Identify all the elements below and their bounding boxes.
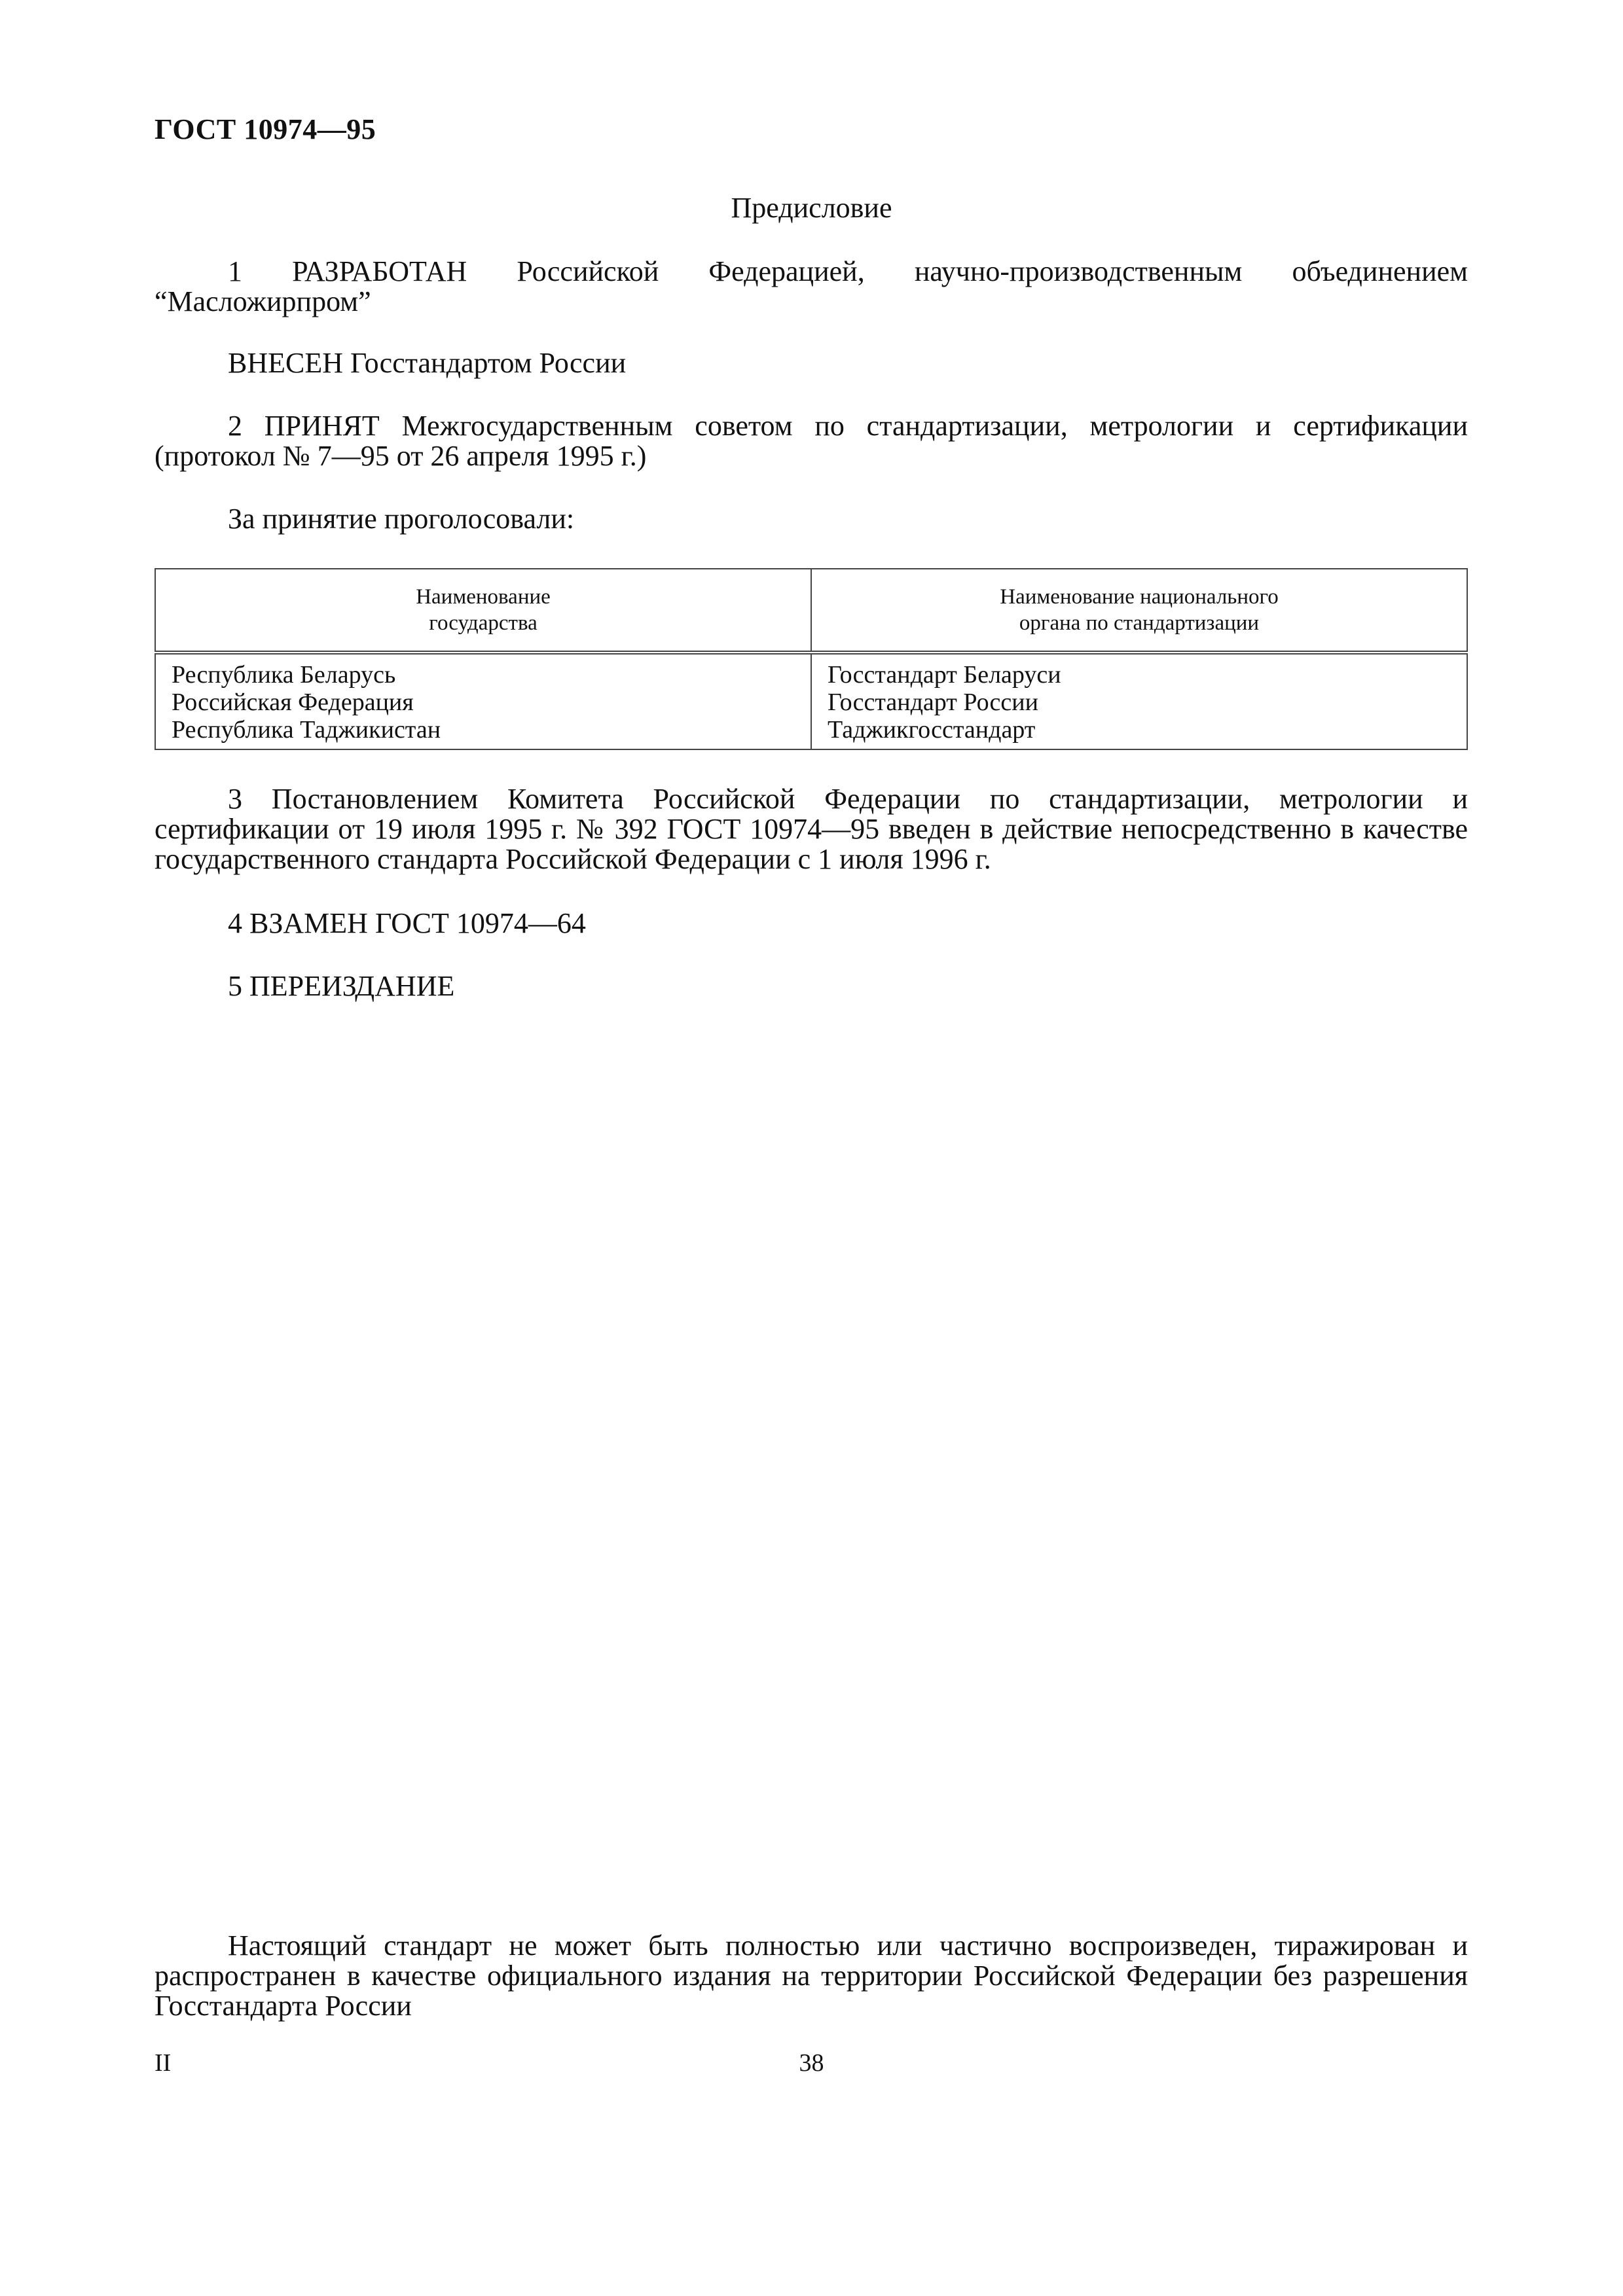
item-submitted: ВНЕСЕН Госстандартом России (228, 347, 627, 379)
item-replaces: 4 ВЗАМЕН ГОСТ 10974—64 (228, 907, 586, 939)
item-adopted: 2 ПРИНЯТ Межгосударственным советом по стандартизации, метрологии и сертификации (протокол № 7—95 от 26 апреля 1995 г.) (155, 410, 1468, 472)
header-line: органа по стандартизации (1019, 611, 1260, 635)
copyright-notice: Настоящий стандарт не может быть полностью или частично воспроизведен, тиражирован и распространен в качестве официального издания на территории Российской Федерации без разрешения Госстандарта России (155, 1929, 1468, 2022)
standards-body-name: Госстандарт Беларуси (828, 661, 1061, 689)
roman-page-number: II (155, 2049, 172, 2077)
state-name: Российская Федерация (172, 689, 414, 716)
column-header-standards-body (811, 569, 1467, 653)
voting-states-table (155, 568, 1468, 750)
page-title: Предисловие (731, 192, 892, 224)
table-row (155, 653, 1467, 749)
item-reissue: 5 ПЕРЕИЗДАНИЕ (228, 970, 455, 1002)
vote-label: За принятие проголосовали: (228, 503, 575, 535)
page-number: 38 (799, 2049, 824, 2077)
column-header-state (155, 569, 811, 653)
state-name: Республика Таджикистан (172, 716, 441, 744)
header-line: Наименование национального (1000, 585, 1279, 609)
standards-body-cell (811, 653, 1467, 749)
document-code: ГОСТ 10974—95 (155, 113, 376, 145)
item-enacted: 3 Постановлением Комитета Российской Федерации по стандартизации, метрологии и сертификации от 19 июля 1995 г. № 392 ГОСТ 10974—95 введен в действие непосредственно в качестве государственного стандарта Российской Федерации с 1 июля 1996 г. (155, 783, 1468, 875)
header-line: государства (429, 611, 538, 635)
item-developed: 1 РАЗРАБОТАН Российской Федерацией, научно-производственным объединением “Масложирпром” (155, 255, 1468, 317)
table-header-row (155, 569, 1467, 653)
state-names-cell (155, 653, 811, 749)
header-line: Наименование (416, 585, 551, 609)
standards-body-name: Госстандарт России (828, 689, 1038, 716)
state-name: Республика Беларусь (172, 661, 396, 689)
standards-body-name: Таджикгосстандарт (828, 716, 1036, 744)
